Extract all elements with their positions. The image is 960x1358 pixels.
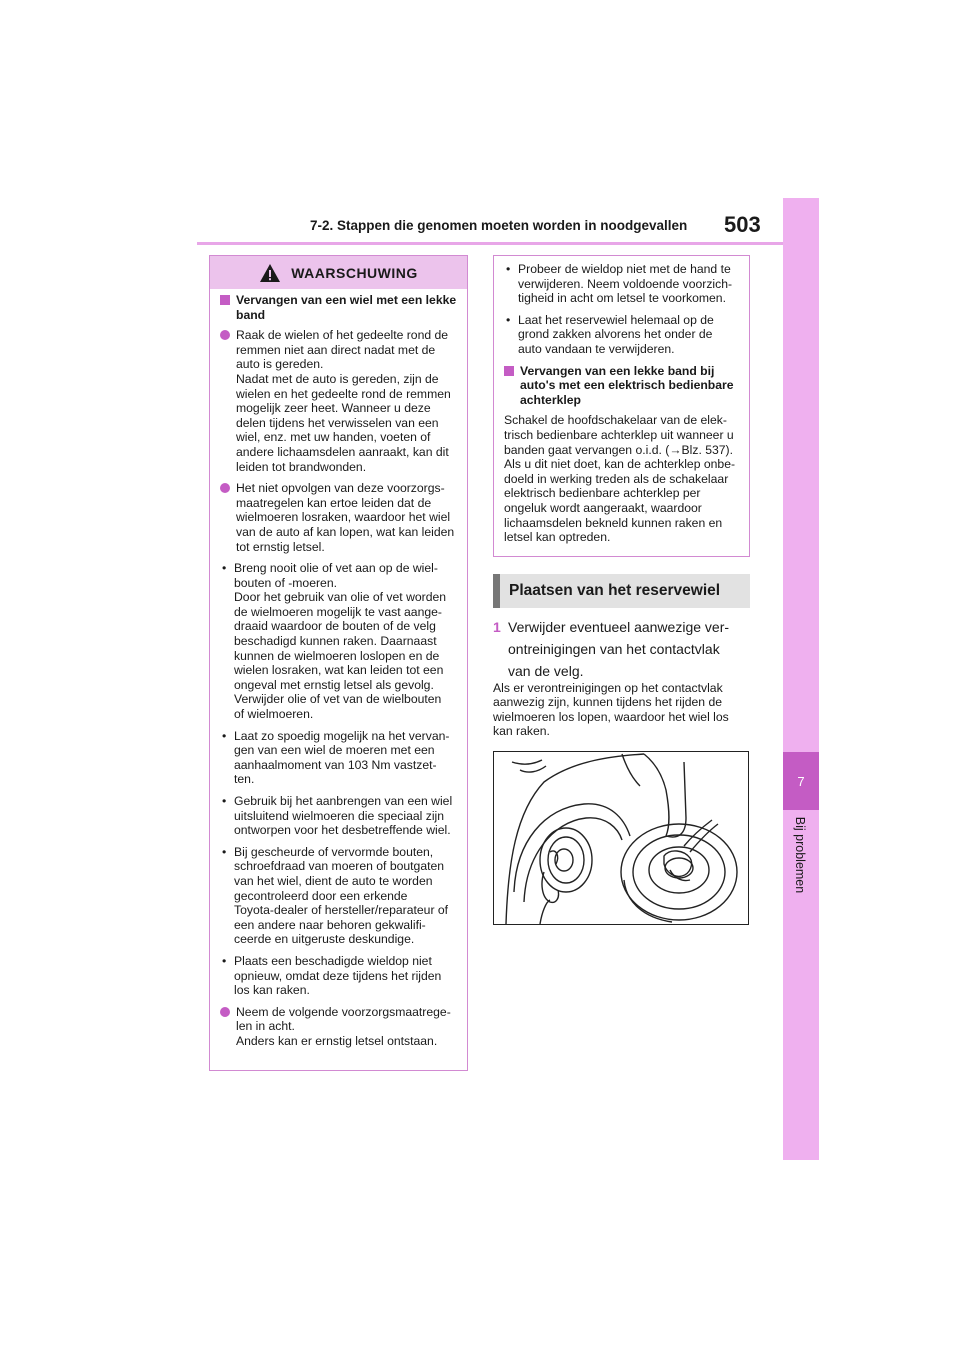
warning-header [210, 256, 467, 289]
bullet-icon: • [222, 844, 227, 859]
bullet-icon: • [506, 262, 511, 276]
warning-box [209, 255, 468, 1071]
text-line: tot ernstig letsel. [236, 539, 325, 554]
warning-heading [220, 293, 457, 322]
header-divider [197, 242, 783, 245]
text-line: auto's met een elektrisch bedienbare [520, 378, 734, 393]
text-line: Probeer de wieldop niet met de hand te [518, 262, 731, 276]
text-line: Het niet opvolgen van deze voorzorgs- [236, 481, 445, 496]
text-line: de wielmoeren mogelijk te vast aange- [234, 604, 442, 619]
step-note [493, 681, 750, 739]
chapter-side-tab [783, 198, 819, 1160]
text-line: auto vandaan te verwijderen. [518, 341, 675, 356]
text-line: lichaamsdelen bekneld kunnen raken en [504, 515, 723, 530]
text-line: mogelijk zeer heet. Wanneer u deze [236, 401, 431, 416]
text-line: trisch bedienbare achterklep uit wanneer u [504, 427, 734, 442]
text-line: Toyota-dealer of hersteller/reparateur of [234, 903, 449, 918]
text-line: auto is gereden. [236, 357, 324, 372]
text-line: ongeluk wordt aangeraakt, waardoor [504, 500, 702, 515]
warning-bullet3 [234, 794, 457, 838]
text-line: schroefdraad van moeren of boutgaten [234, 859, 445, 874]
spare-tire-illustration [493, 751, 749, 925]
text-line: gen van een wiel de moeren met een [234, 743, 435, 758]
text-line: Vervangen van een lekke band bij [520, 363, 715, 378]
text-line: gecontroleerd door een erkende [234, 888, 408, 903]
text-line: opnieuw, omdat deze tijdens het rijden [234, 968, 442, 983]
text-line: Door het gebruik van olie of vet worden [234, 590, 447, 605]
text-line: andere lichaamsdelen aanraakt, kan dit [236, 444, 449, 459]
text-line: Laat het reservewiel helemaal op de [518, 312, 714, 327]
warning-bullet-item [220, 845, 457, 947]
warning-dot-item [220, 328, 457, 474]
square-marker-icon [220, 295, 230, 305]
bullet-icon: • [222, 728, 227, 743]
warning-bullet5 [234, 954, 457, 998]
continuation-bullet-item [504, 313, 739, 357]
circle-marker-icon [220, 483, 230, 493]
text-line: wiel, enz. met uw handen, voeten of [236, 430, 431, 445]
text-line: wielen en het gedeelte rond de remmen [236, 386, 451, 401]
warning-continuation-box [493, 255, 750, 557]
bullet-icon: • [222, 561, 227, 576]
warning-bullet1 [234, 561, 457, 722]
text-line: kunnen de wielmoeren loslopen en de [234, 648, 440, 663]
continuation-bullet-item [504, 262, 739, 306]
continuation-bullet2 [518, 313, 739, 357]
warning-dot3 [236, 1005, 457, 1049]
text-line: elektrisch bedienbare achterklep per [504, 486, 701, 501]
text-line: ongeval met ernstig letsel als gevolg. [234, 677, 434, 692]
warning-bullet2 [234, 729, 457, 787]
continuation-paragraph [504, 413, 739, 544]
text-line: of wielmoeren. [234, 707, 314, 722]
text-line: kan raken. [493, 724, 550, 739]
text-line: wielen losraken, wat kan leiden tot een [234, 663, 444, 678]
text-line: Breng nooit olie of vet aan op de wiel- [234, 561, 438, 576]
text-line: banden gaat vervangen o.i.d. (→Blz. 537). [504, 442, 733, 457]
spare-tire-drawing [494, 752, 748, 924]
text-line: uitsluitend wielmoeren die speciaal zijn [234, 808, 445, 823]
warning-body [210, 289, 467, 1049]
text-line: Anders kan er ernstig letsel ontstaan. [236, 1033, 438, 1048]
text-line: Als u dit niet doet, kan de achterklep onbe- [504, 457, 736, 472]
text-line: Verwijder eventueel aanwezige ver- [508, 619, 730, 635]
text-line: grond zakken alvorens het onder de [518, 327, 713, 342]
text-line: ten. [234, 772, 255, 787]
step-1 [493, 616, 755, 682]
text-line: bouten of -moeren. [234, 575, 337, 590]
continuation-heading [504, 364, 739, 408]
warning-bullet-item [220, 729, 457, 787]
warning-bullet-item [220, 561, 457, 722]
text-line: wielmoeren losraken, waardoor het wiel [236, 510, 451, 525]
text-line: doeld in werking treden als de schakelaar [504, 471, 729, 486]
text-line: len in acht. [236, 1019, 295, 1034]
text-line: Raak de wielen of het gedeelte rond de [236, 328, 449, 343]
step-number: 1 [493, 619, 501, 635]
text-line: letsel kan optreden. [504, 530, 611, 545]
circle-marker-icon [220, 330, 230, 340]
text-line: van de velg. [508, 663, 584, 679]
text-line: beschadigd kunnen raken. Daarnaast [234, 634, 437, 649]
warning-heading-text: Vervangen van een wiel met een lekke band [236, 293, 457, 322]
text-line: achterklep [520, 392, 581, 407]
section-title: Plaatsen van het reservewiel [509, 582, 721, 599]
section-title-bar [493, 574, 750, 608]
text-line: Laat zo spoedig mogelijk na het vervan- [234, 728, 450, 743]
bullet-icon: • [222, 794, 227, 808]
text-line: aanwezig zijn, kunnen tijdens het rijden de [493, 695, 723, 710]
text-line: van het wiel, dient de auto te worden [234, 873, 433, 888]
warning-dot2 [236, 481, 457, 554]
text-line: draaid waardoor de bouten of de velg [234, 619, 436, 634]
warning-dot-item [220, 481, 457, 554]
continuation-bullet1 [518, 262, 739, 306]
text-line: Schakel de hoofdschakelaar van de elek- [504, 413, 727, 428]
text-line: remmen niet aan direct nadat met de [236, 342, 436, 357]
text-line: maatregelen kan ertoe leiden dat de [236, 495, 432, 510]
text-line: tigheid in acht om letsel te voorkomen. [518, 291, 726, 306]
page-number: 503 [724, 212, 761, 237]
text-line: verwijderen. Neem voldoende voorzich- [518, 276, 733, 291]
warning-dot1 [236, 328, 457, 474]
chapter-title: Bij problemen [793, 816, 807, 894]
text-line: Neem de volgende voorzorgsmaatrege- [236, 1004, 451, 1019]
text-line: een andere naar behoren gekwalifi- [234, 917, 426, 932]
warning-bullet-item [220, 794, 457, 838]
square-marker-icon [504, 366, 514, 376]
text-line: delen tijdens het verwisselen van een [236, 415, 439, 430]
warning-dot-item [220, 1005, 457, 1049]
circle-marker-icon [220, 1007, 230, 1017]
step-text [508, 616, 755, 682]
text-line: los kan raken. [234, 983, 310, 998]
text-line: ontworpen voor het desbetreffende wiel. [234, 823, 451, 838]
text-line: aanhaalmoment van 103 Nm vastzet- [234, 757, 437, 772]
text-line: Nadat met de auto is gereden, zijn de [236, 371, 439, 386]
header-section-title: 7-2. Stappen die genomen moeten worden in noodgevallen [310, 218, 688, 233]
bullet-icon: • [506, 312, 511, 327]
text-line: Verwijder olie of vet van de wielbouten [234, 692, 442, 707]
text-line: Gebruik bij het aanbrengen van een wiel [234, 794, 453, 808]
text-line: wielmoeren los lopen, waardoor het wiel los [493, 709, 729, 724]
text-line: ontreinigingen van het contactvlak [508, 641, 720, 657]
warning-bullet-item [220, 954, 457, 998]
text-line: van de auto af kan lopen, wat kan leiden [236, 524, 455, 539]
warning-triangle-icon [259, 263, 281, 283]
text-line: leiden tot brandwonden. [236, 459, 367, 474]
text-line: ceerde en uitgeruste deskundige. [234, 932, 415, 947]
text-line: Plaats een beschadigde wieldop niet [234, 953, 432, 968]
chapter-number-badge: 7 [783, 752, 819, 810]
warning-bullet4 [234, 845, 457, 947]
text-line: Als er verontreinigingen op het contactvlak [493, 681, 723, 695]
continuation-heading-text [520, 364, 739, 408]
text-line: Bij gescheurde of vervormde bouten, [234, 844, 434, 859]
warning-title: WAARSCHUWING [291, 264, 418, 281]
bullet-icon: • [222, 953, 227, 968]
